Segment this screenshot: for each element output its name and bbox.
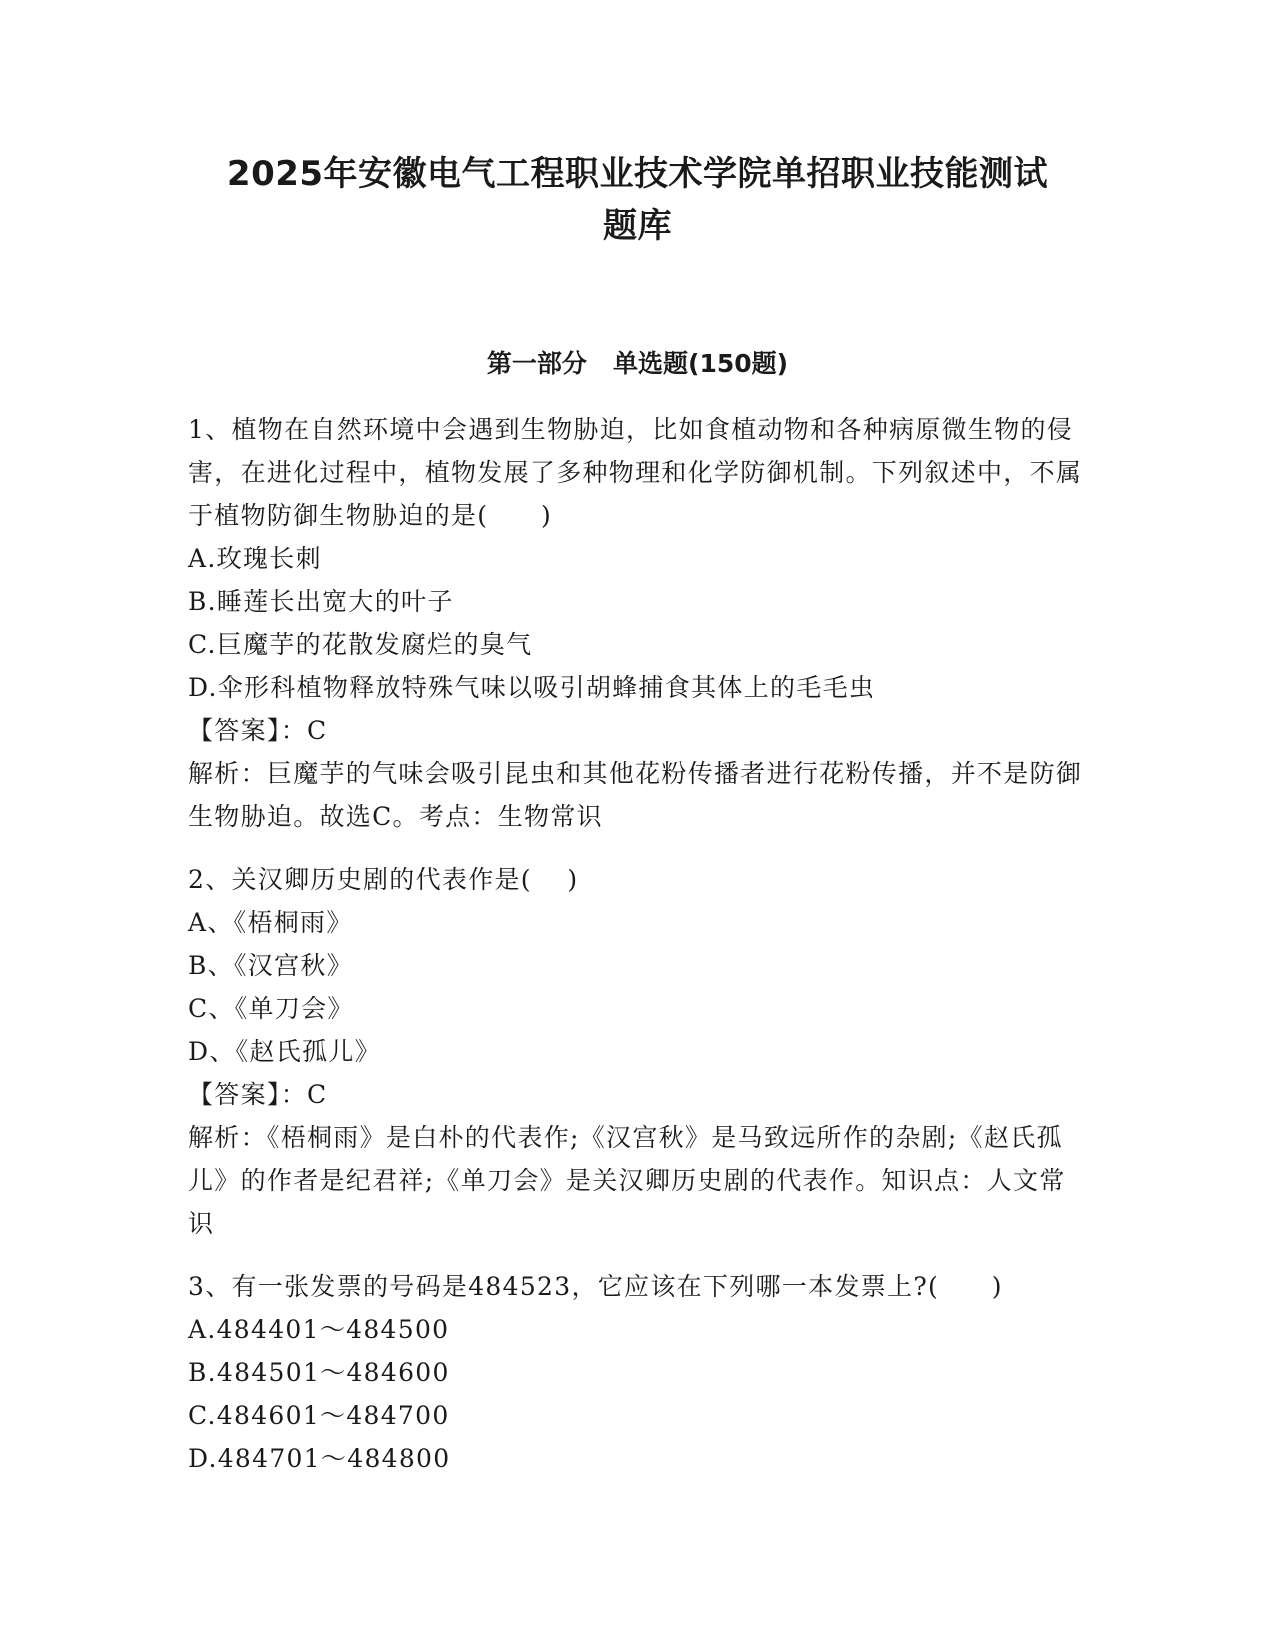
- analysis-text: 解析：巨魔芋的气味会吸引昆虫和其他花粉传播者进行花粉传播，并不是防御生物胁迫。故选C。考点：生物常识: [188, 759, 1083, 831]
- question-1: [188, 408, 1088, 838]
- question-3: [188, 1265, 1088, 1480]
- document-title-line2: 题库: [603, 206, 672, 246]
- option-d: D、《赵氏孤儿》: [188, 1037, 381, 1066]
- section-title: 第一部分 单选题(150题): [486, 349, 789, 378]
- option-b: B、《汉宫秋》: [188, 951, 353, 980]
- option-c: C、《单刀会》: [188, 994, 354, 1023]
- option-b: B.484501～484600: [188, 1358, 450, 1387]
- option-b: B.睡莲长出宽大的叶子: [188, 587, 454, 616]
- question-stem: 3、有一张发票的号码是484523，它应该在下列哪一本发票上?( ): [188, 1272, 1003, 1301]
- question-stem: 1、植物在自然环境中会遇到生物胁迫，比如食植动物和各种病原微生物的侵害，在进化过程中，植物发展了多种物理和化学防御机制。下列叙述中，不属于植物防御生物胁迫的是( ): [188, 415, 1083, 530]
- document-title: [150, 148, 1125, 252]
- document-title-line1: 2025年安徽电气工程职业技术学院单招职业技能测试: [226, 154, 1049, 194]
- option-a: A.玫瑰长刺: [188, 544, 322, 573]
- option-a: A、《梧桐雨》: [188, 908, 353, 937]
- option-d: D.伞形科植物释放特殊气味以吸引胡蜂捕食其体上的毛毛虫: [188, 673, 876, 702]
- question-list: [188, 408, 1088, 1500]
- option-d: D.484701～484800: [188, 1444, 451, 1473]
- answer-line: 【答案】：C: [188, 716, 328, 745]
- analysis-text: 解析：《梧桐雨》是白朴的代表作;《汉宫秋》是马致远所作的杂剧;《赵氏孤儿》的作者是纪君祥;《单刀会》是关汉卿历史剧的代表作。知识点：人文常识: [188, 1123, 1066, 1238]
- option-a: A.484401～484500: [188, 1315, 450, 1344]
- answer-line: 【答案】：C: [188, 1080, 328, 1109]
- question-stem: 2、关汉卿历史剧的代表作是( ): [188, 865, 579, 894]
- question-2: [188, 858, 1088, 1245]
- option-c: C.巨魔芋的花散发腐烂的臭气: [188, 630, 533, 659]
- option-c: C.484601～484700: [188, 1401, 450, 1430]
